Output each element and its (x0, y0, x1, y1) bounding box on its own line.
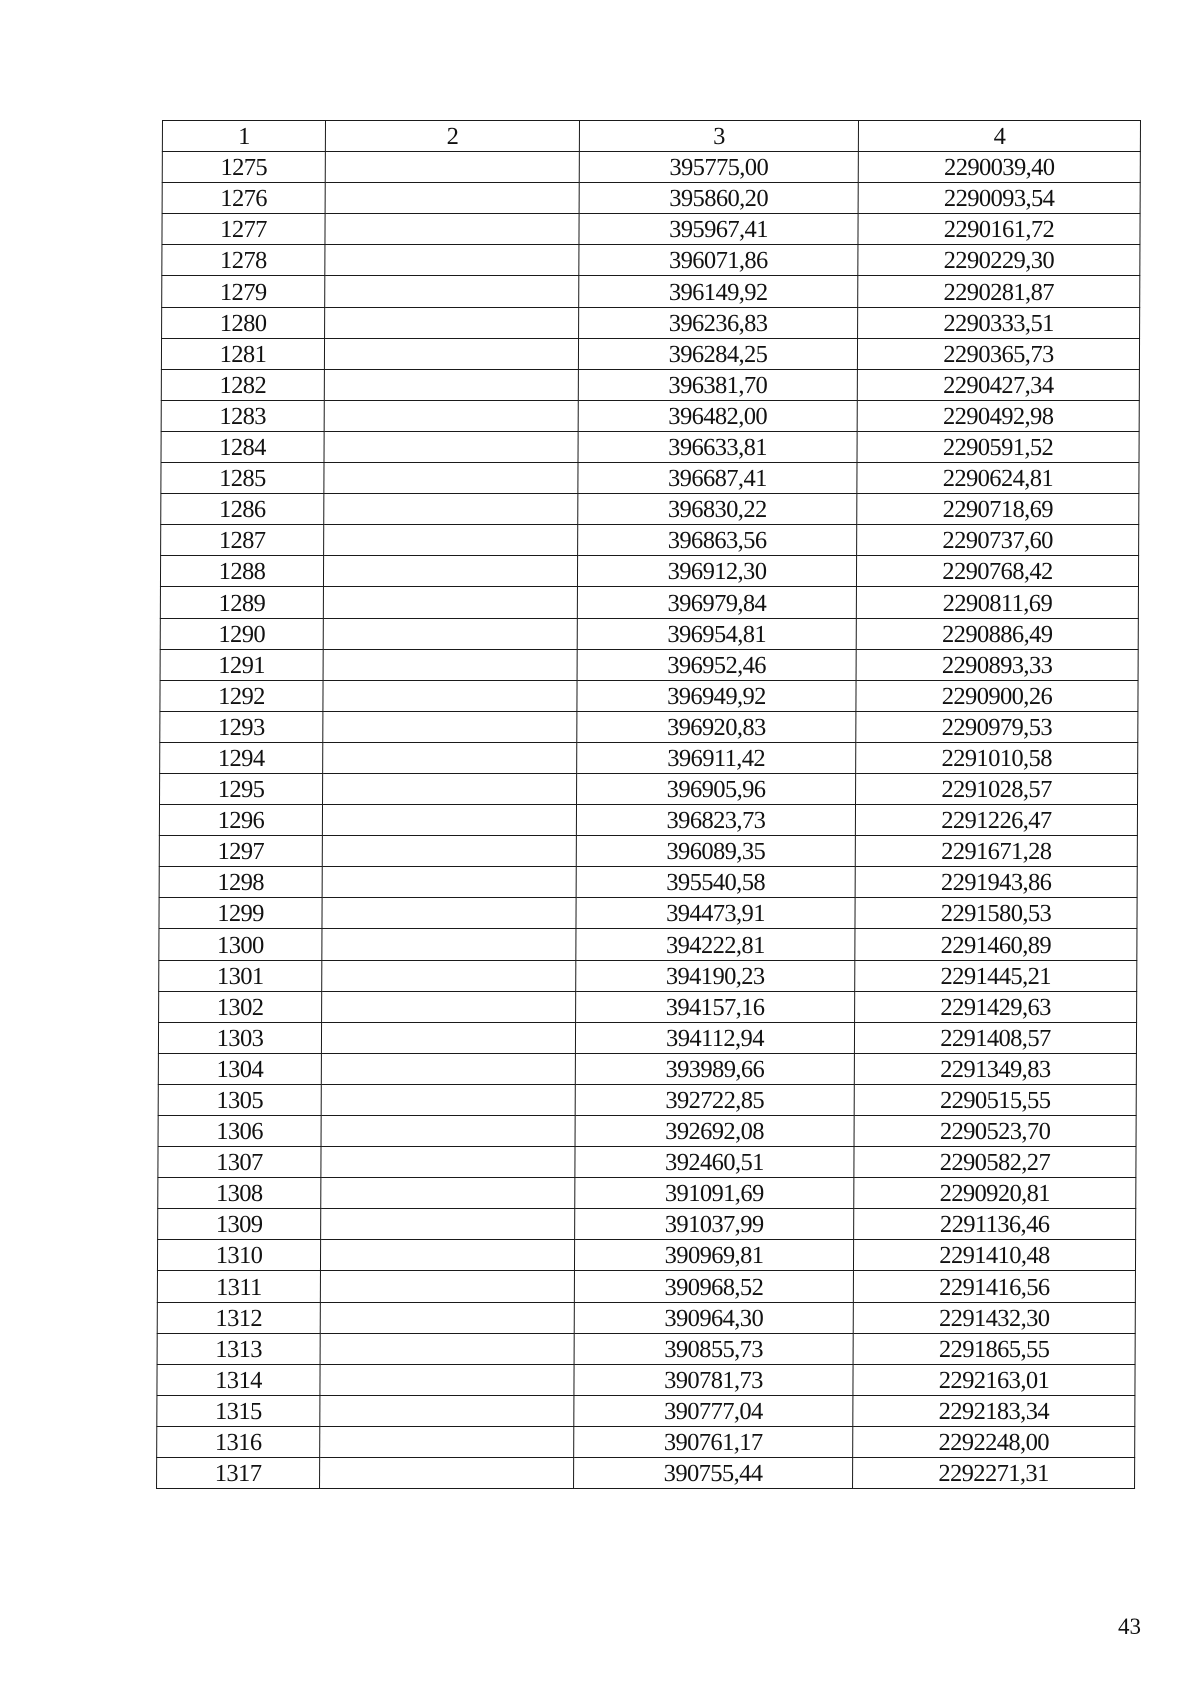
x-coordinate-cell: 396089,35 (576, 836, 855, 867)
description-cell (320, 1426, 574, 1457)
table-row (162, 307, 1140, 338)
point-number-cell: 1287 (161, 525, 324, 556)
x-coordinate-cell: 396823,73 (576, 805, 855, 836)
y-coordinate-cell: 2290492,98 (857, 400, 1139, 431)
y-coordinate-cell: 2290161,72 (858, 214, 1140, 245)
y-coordinate-cell: 2290737,60 (857, 525, 1139, 556)
table-row (157, 1426, 1135, 1457)
point-number-cell: 1303 (158, 1022, 321, 1053)
description-cell (324, 525, 578, 556)
description-cell (321, 1022, 575, 1053)
point-number-cell: 1297 (159, 836, 322, 867)
table-row (157, 1364, 1135, 1395)
x-coordinate-cell: 390855,73 (574, 1333, 853, 1364)
y-coordinate-cell: 2291410,48 (853, 1240, 1135, 1271)
y-coordinate-cell: 2290523,70 (854, 1116, 1136, 1147)
y-coordinate-cell: 2291408,57 (854, 1022, 1136, 1053)
x-coordinate-cell: 390964,30 (574, 1302, 853, 1333)
table-row (162, 245, 1140, 276)
x-coordinate-cell: 396920,83 (577, 711, 856, 742)
header-cell-2: 2 (325, 121, 579, 152)
description-cell (322, 805, 576, 836)
table-row (159, 929, 1137, 960)
point-number-cell: 1308 (158, 1178, 321, 1209)
point-number-cell: 1313 (157, 1333, 320, 1364)
point-number-cell: 1302 (159, 991, 322, 1022)
table-row (162, 276, 1140, 307)
point-number-cell: 1316 (157, 1426, 320, 1457)
description-cell (323, 618, 577, 649)
table-row (158, 1084, 1136, 1115)
y-coordinate-cell: 2290229,30 (858, 245, 1140, 276)
y-coordinate-cell: 2290718,69 (857, 494, 1139, 525)
description-cell (321, 1116, 575, 1147)
description-cell (321, 1178, 575, 1209)
table-row (159, 805, 1137, 836)
x-coordinate-cell: 391091,69 (575, 1178, 854, 1209)
point-number-cell: 1310 (157, 1240, 320, 1271)
table-row (157, 1271, 1135, 1302)
table-header-row (162, 121, 1140, 152)
description-cell (325, 152, 579, 183)
point-number-cell: 1281 (161, 338, 324, 369)
table-row (158, 1022, 1136, 1053)
point-number-cell: 1279 (162, 276, 325, 307)
description-cell (322, 898, 576, 929)
x-coordinate-cell: 395860,20 (579, 183, 858, 214)
point-number-cell: 1278 (162, 245, 325, 276)
y-coordinate-cell: 2291432,30 (853, 1302, 1135, 1333)
point-number-cell: 1283 (161, 400, 324, 431)
description-cell (320, 1458, 574, 1489)
point-number-cell: 1288 (160, 556, 323, 587)
x-coordinate-cell: 394112,94 (575, 1022, 854, 1053)
y-coordinate-cell: 2291010,58 (856, 742, 1138, 773)
x-coordinate-cell: 396905,96 (577, 773, 856, 804)
x-coordinate-cell: 396954,81 (577, 618, 856, 649)
y-coordinate-cell: 2292271,31 (853, 1458, 1135, 1489)
x-coordinate-cell: 396952,46 (577, 649, 856, 680)
point-number-cell: 1284 (161, 431, 324, 462)
description-cell (324, 494, 578, 525)
table-row (159, 836, 1137, 867)
table-row (157, 1458, 1135, 1489)
point-number-cell: 1289 (160, 587, 323, 618)
point-number-cell: 1291 (160, 649, 323, 680)
table-row (158, 1116, 1136, 1147)
y-coordinate-cell: 2290900,26 (856, 680, 1138, 711)
x-coordinate-cell: 396071,86 (579, 245, 858, 276)
x-coordinate-cell: 390781,73 (574, 1364, 853, 1395)
table-row (157, 1240, 1135, 1271)
x-coordinate-cell: 392460,51 (575, 1147, 854, 1178)
table-row (158, 1178, 1136, 1209)
description-cell (322, 929, 576, 960)
point-number-cell: 1296 (159, 805, 322, 836)
description-cell (320, 1333, 574, 1364)
x-coordinate-cell: 394473,91 (576, 898, 855, 929)
description-cell (324, 369, 578, 400)
point-number-cell: 1315 (157, 1395, 320, 1426)
table-row (157, 1302, 1135, 1333)
y-coordinate-cell: 2290427,34 (857, 369, 1139, 400)
x-coordinate-cell: 396863,56 (578, 525, 857, 556)
x-coordinate-cell: 396687,41 (578, 463, 857, 494)
y-coordinate-cell: 2290333,51 (858, 307, 1140, 338)
x-coordinate-cell: 396482,00 (578, 400, 857, 431)
table-row (161, 400, 1139, 431)
description-cell (325, 245, 579, 276)
y-coordinate-cell: 2292248,00 (853, 1426, 1135, 1457)
description-cell (324, 338, 578, 369)
point-number-cell: 1312 (157, 1302, 320, 1333)
x-coordinate-cell: 396149,92 (579, 276, 858, 307)
x-coordinate-cell: 394190,23 (576, 960, 855, 991)
page-number: 43 (1118, 1614, 1141, 1639)
y-coordinate-cell: 2292163,01 (853, 1364, 1135, 1395)
point-number-cell: 1285 (161, 463, 324, 494)
table-row (157, 1333, 1135, 1364)
y-coordinate-cell: 2290591,52 (857, 431, 1139, 462)
description-cell (324, 463, 578, 494)
header-cell-3: 3 (579, 121, 858, 152)
table-row (160, 587, 1138, 618)
point-number-cell: 1286 (161, 494, 324, 525)
x-coordinate-cell: 395540,58 (576, 867, 855, 898)
table-body (157, 121, 1141, 1489)
description-cell (322, 836, 576, 867)
x-coordinate-cell: 390968,52 (574, 1271, 853, 1302)
x-coordinate-cell: 395967,41 (579, 214, 858, 245)
y-coordinate-cell: 2290893,33 (856, 649, 1138, 680)
description-cell (322, 867, 576, 898)
point-number-cell: 1317 (157, 1458, 320, 1489)
description-cell (325, 276, 579, 307)
point-number-cell: 1290 (160, 618, 323, 649)
x-coordinate-cell: 392722,85 (575, 1084, 854, 1115)
table-row (158, 1053, 1136, 1084)
y-coordinate-cell: 2290624,81 (857, 463, 1139, 494)
y-coordinate-cell: 2291028,57 (856, 773, 1138, 804)
table-row (159, 898, 1137, 929)
table-row (159, 867, 1137, 898)
description-cell (323, 587, 577, 618)
y-coordinate-cell: 2290979,53 (856, 711, 1138, 742)
table-row (160, 742, 1138, 773)
table-row (161, 431, 1139, 462)
table-row (161, 369, 1139, 400)
coordinates-table (156, 120, 1141, 1489)
y-coordinate-cell: 2292183,34 (853, 1395, 1135, 1426)
y-coordinate-cell: 2291671,28 (855, 836, 1137, 867)
y-coordinate-cell: 2291445,21 (855, 960, 1137, 991)
description-cell (321, 1084, 575, 1115)
point-number-cell: 1305 (158, 1084, 321, 1115)
point-number-cell: 1298 (159, 867, 322, 898)
table-row (158, 1209, 1136, 1240)
point-number-cell: 1309 (158, 1209, 321, 1240)
description-cell (322, 991, 576, 1022)
header-cell-1: 1 (162, 121, 325, 152)
table-row (158, 1147, 1136, 1178)
x-coordinate-cell: 393989,66 (575, 1053, 854, 1084)
point-number-cell: 1275 (162, 152, 325, 183)
description-cell (324, 431, 578, 462)
description-cell (321, 1147, 575, 1178)
y-coordinate-cell: 2290515,55 (854, 1084, 1136, 1115)
x-coordinate-cell: 396979,84 (577, 587, 856, 618)
x-coordinate-cell: 392692,08 (575, 1116, 854, 1147)
table-row (160, 711, 1138, 742)
y-coordinate-cell: 2291460,89 (855, 929, 1137, 960)
description-cell (323, 711, 577, 742)
description-cell (325, 307, 579, 338)
point-number-cell: 1292 (160, 680, 323, 711)
description-cell (320, 1271, 574, 1302)
description-cell (323, 556, 577, 587)
point-number-cell: 1307 (158, 1147, 321, 1178)
description-cell (325, 214, 579, 245)
x-coordinate-cell: 394222,81 (576, 929, 855, 960)
y-coordinate-cell: 2290093,54 (858, 183, 1140, 214)
description-cell (320, 1364, 574, 1395)
y-coordinate-cell: 2290920,81 (854, 1178, 1136, 1209)
point-number-cell: 1311 (157, 1271, 320, 1302)
y-coordinate-cell: 2290768,42 (856, 556, 1138, 587)
point-number-cell: 1276 (162, 183, 325, 214)
y-coordinate-cell: 2291226,47 (855, 805, 1137, 836)
y-coordinate-cell: 2290886,49 (856, 618, 1138, 649)
x-coordinate-cell: 395775,00 (579, 152, 858, 183)
y-coordinate-cell: 2290365,73 (857, 338, 1139, 369)
y-coordinate-cell: 2291865,55 (853, 1333, 1135, 1364)
point-number-cell: 1300 (159, 929, 322, 960)
point-number-cell: 1304 (158, 1053, 321, 1084)
table-row (160, 680, 1138, 711)
description-cell (320, 1240, 574, 1271)
x-coordinate-cell: 394157,16 (576, 991, 855, 1022)
description-cell (323, 742, 577, 773)
point-number-cell: 1301 (159, 960, 322, 991)
x-coordinate-cell: 396381,70 (578, 369, 857, 400)
table-row (162, 152, 1140, 183)
y-coordinate-cell: 2291429,63 (855, 991, 1137, 1022)
point-number-cell: 1293 (160, 711, 323, 742)
x-coordinate-cell: 396284,25 (578, 338, 857, 369)
description-cell (323, 773, 577, 804)
description-cell (320, 1302, 574, 1333)
description-cell (320, 1395, 574, 1426)
x-coordinate-cell: 390761,17 (574, 1426, 853, 1457)
x-coordinate-cell: 396912,30 (577, 556, 856, 587)
y-coordinate-cell: 2291136,46 (854, 1209, 1136, 1240)
x-coordinate-cell: 396911,42 (577, 742, 856, 773)
table-row (160, 773, 1138, 804)
y-coordinate-cell: 2291349,83 (854, 1053, 1136, 1084)
y-coordinate-cell: 2291580,53 (855, 898, 1137, 929)
description-cell (324, 400, 578, 431)
x-coordinate-cell: 396633,81 (578, 431, 857, 462)
x-coordinate-cell: 396236,83 (579, 307, 858, 338)
x-coordinate-cell: 396830,22 (578, 494, 857, 525)
table-row (160, 556, 1138, 587)
point-number-cell: 1314 (157, 1364, 320, 1395)
y-coordinate-cell: 2290281,87 (858, 276, 1140, 307)
y-coordinate-cell: 2290039,40 (858, 152, 1140, 183)
y-coordinate-cell: 2291943,86 (855, 867, 1137, 898)
table-row (160, 649, 1138, 680)
point-number-cell: 1280 (162, 307, 325, 338)
description-cell (323, 649, 577, 680)
point-number-cell: 1306 (158, 1116, 321, 1147)
description-cell (321, 1209, 575, 1240)
table-row (162, 214, 1140, 245)
table-row (159, 991, 1137, 1022)
point-number-cell: 1294 (160, 742, 323, 773)
point-number-cell: 1295 (160, 773, 323, 804)
x-coordinate-cell: 396949,92 (577, 680, 856, 711)
y-coordinate-cell: 2290582,27 (854, 1147, 1136, 1178)
x-coordinate-cell: 391037,99 (575, 1209, 854, 1240)
point-number-cell: 1282 (161, 369, 324, 400)
table-row (160, 618, 1138, 649)
table-row (161, 494, 1139, 525)
table-row (162, 183, 1140, 214)
y-coordinate-cell: 2291416,56 (853, 1271, 1135, 1302)
table-row (161, 338, 1139, 369)
description-cell (325, 183, 579, 214)
table-row (161, 525, 1139, 556)
description-cell (321, 1053, 575, 1084)
y-coordinate-cell: 2290811,69 (856, 587, 1138, 618)
table-row (159, 960, 1137, 991)
x-coordinate-cell: 390777,04 (574, 1395, 853, 1426)
x-coordinate-cell: 390969,81 (574, 1240, 853, 1271)
point-number-cell: 1277 (162, 214, 325, 245)
description-cell (322, 960, 576, 991)
point-number-cell: 1299 (159, 898, 322, 929)
table-row (161, 463, 1139, 494)
description-cell (323, 680, 577, 711)
x-coordinate-cell: 390755,44 (574, 1458, 853, 1489)
table-row (157, 1395, 1135, 1426)
header-cell-4: 4 (858, 121, 1140, 152)
